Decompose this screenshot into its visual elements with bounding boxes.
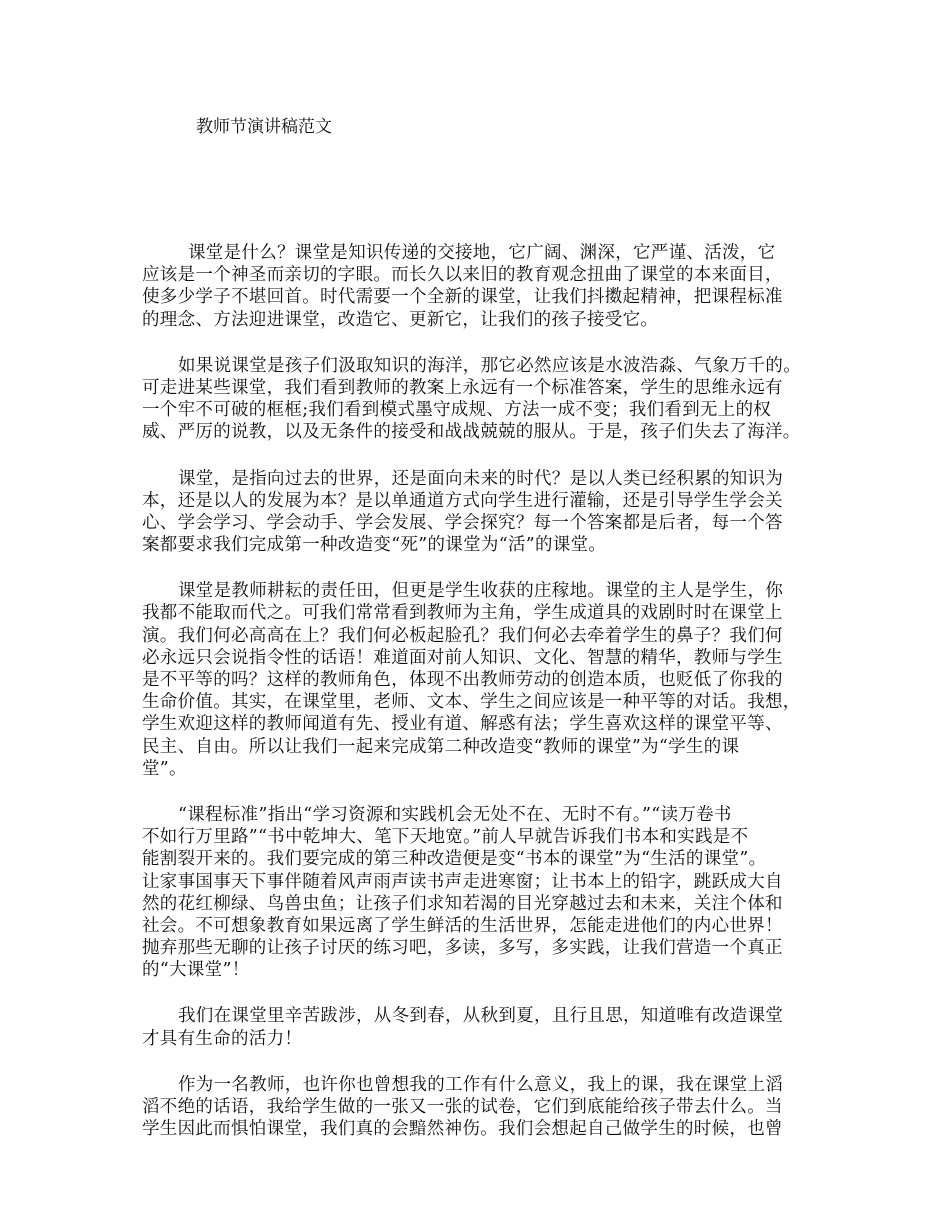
- paragraph-line: 抛弃那些无聊的让孩子讨厌的练习吧，多读，多写，多实践，让我们营造一个真正: [142, 938, 783, 959]
- paragraph-line: 作为一名教师，也许你也曾想我的工作有什么意义，我上的课，我在课堂上滔: [178, 1074, 784, 1095]
- paragraph-line: 课堂，是指向过去的世界，还是面向未来的时代？是以人类已经积累的知识为: [178, 468, 784, 489]
- paragraph-2: [142, 355, 810, 444]
- paragraph-3: [142, 468, 810, 557]
- paragraph-line: “课程标准”指出“学习资源和实践机会无处不在、无时不有。”“读万卷书: [178, 804, 732, 825]
- paragraph-line: 我都不能取而代之。可我们常常看到教师为主角，学生成道具的戏剧时时在课堂上: [142, 603, 783, 624]
- paragraph-line: 学生欢迎这样的教师闻道有先、授业有道、解惑有法；学生喜欢这样的课堂平等、: [142, 714, 783, 735]
- paragraph-line: 能割裂开来的。我们要完成的第三种改造便是变“书本的课堂”为“生活的课堂”。: [142, 849, 767, 870]
- paragraph-line: 然的花红柳绿、鸟兽虫鱼；让孩子们求知若渴的目光穿越过去和未来，关注个体和: [142, 893, 783, 914]
- paragraph-line: 才具有生命的活力！: [142, 1028, 303, 1049]
- paragraph-line: 堂”。: [142, 758, 187, 779]
- paragraph-line: 民主、自由。所以让我们一起来完成第二种改造变“教师的课堂”为“学生的课: [142, 736, 740, 757]
- paragraph-line: 我们在课堂里辛苦跋涉，从冬到春，从秋到夏，且行且思，知道唯有改造课堂: [178, 1006, 784, 1027]
- document-body: [142, 242, 810, 1164]
- paragraph-line: 滔不绝的话语，我给学生做的一张又一张的试卷，它们到底能给孩子带去什么。当: [142, 1097, 783, 1117]
- paragraph-line: 社会。不可想象教育如果远离了学生鲜活的生活世界，怎能走进他们的内心世界！: [142, 915, 783, 936]
- paragraph-7: [142, 1074, 810, 1141]
- paragraph-line: 生命价值。其实，在课堂里，老师、文本、学生之间应该是一种平等的对话。我想，: [142, 692, 801, 713]
- paragraph-line: 心、学会学习、学会动手、学会发展、学会探究？每一个答案都是后者，每一个答: [142, 512, 783, 533]
- paragraph-line: 可走进某些课堂，我们看到教师的教案上永远有一个标准答案，学生的思维永远有: [142, 377, 783, 398]
- document-title: 教师节演讲稿范文: [196, 117, 332, 137]
- paragraph-line: 的理念、方法迎进课堂，改造它、更新它，让我们的孩子接受它。: [142, 309, 659, 330]
- paragraph-line: 一个牢不可破的框框;我们看到模式墨守成规、方法一成不变；我们看到无上的权: [142, 400, 772, 421]
- paragraph-line: 如果说课堂是孩子们汲取知识的海洋，那它必然应该是水波浩淼、气象万千的。: [178, 355, 801, 376]
- paragraph-5: [142, 804, 810, 982]
- paragraph-1: [142, 242, 810, 331]
- paragraph-4: [142, 580, 810, 780]
- paragraph-line: 使多少学子不堪回首。时代需要一个全新的课堂，让我们抖擞起精神，把课程标准: [142, 287, 783, 308]
- paragraph-line: 课堂是什么？课堂是知识传递的交接地，它广阔、渊深，它严谨、活泼，它: [188, 243, 776, 263]
- paragraph-line: 演。我们何必高高在上？我们何必板起脸孔？我们何必去牵着学生的鼻子？我们何: [142, 625, 783, 646]
- paragraph-line: 学生因此而惧怕课堂，我们真的会黯然神伤。我们会想起自己做学生的时候，也曾: [142, 1119, 783, 1140]
- paragraph-line: 应该是一个神圣而亲切的字眼。而长久以来旧的教育观念扭曲了课堂的本来面目，: [142, 265, 783, 286]
- paragraph-line: 让家事国事天下事伴随着风声雨声读书声走进寒窗；让书本上的铅字，跳跃成大自: [142, 871, 783, 892]
- paragraph-line: 本，还是以人的发展为本？是以单通道方式向学生进行灌输，还是引导学生学会关: [142, 490, 783, 511]
- paragraph-line: 不如行万里路”“书中乾坤大、笔下天地宽。”前人早就告诉我们书本和实践是不: [142, 827, 749, 848]
- paragraph-6: [142, 1005, 810, 1049]
- paragraph-line: 案都要求我们完成第一种改造变“死”的课堂为“活”的课堂。: [142, 535, 607, 556]
- paragraph-line: 是不平等的吗？这样的教师角色，体现不出教师劳动的创造本质，也贬低了你我的: [142, 670, 783, 690]
- paragraph-line: 课堂是教师耕耘的责任田，但更是学生收获的庄稼地。课堂的主人是学生，你: [178, 581, 784, 602]
- paragraph-line: 的“大课堂”！: [142, 960, 250, 981]
- paragraph-line: 必永远只会说指令性的话语！难道面对前人知识、文化、智慧的精华，教师与学生: [142, 647, 783, 668]
- paragraph-line: 威、严厉的说教，以及无条件的接受和战战兢兢的服从。于是，孩子们失去了海洋。: [142, 422, 801, 443]
